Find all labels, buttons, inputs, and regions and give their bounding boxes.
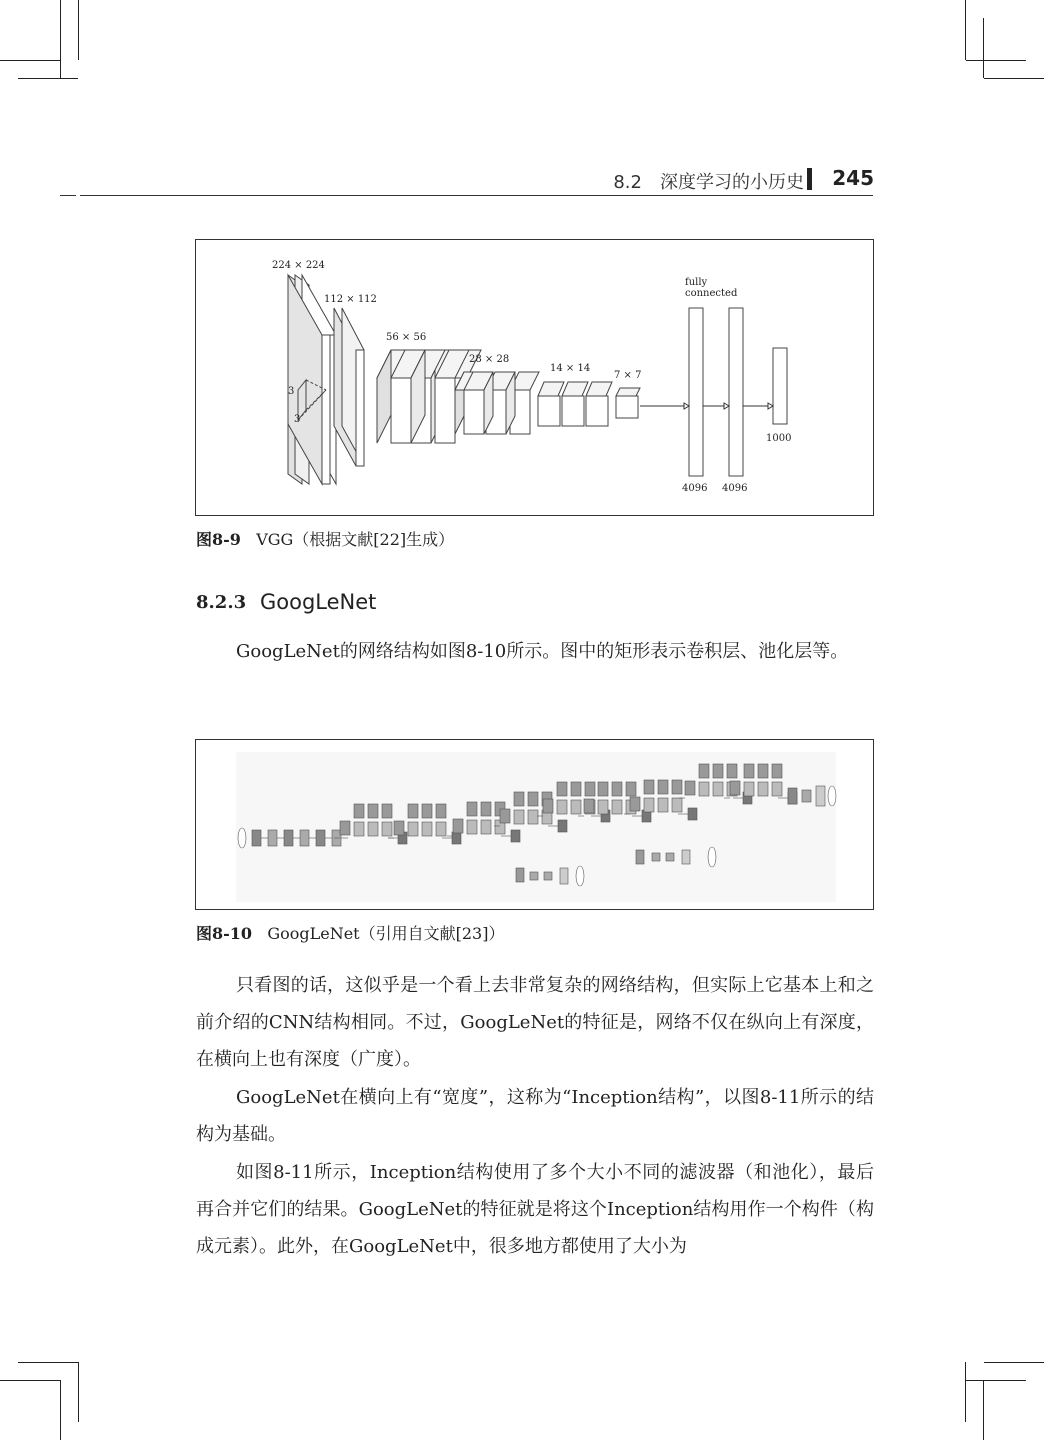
gnet-inception-branch bbox=[584, 799, 594, 813]
gnet-concat bbox=[452, 832, 461, 844]
gnet-inception-branch bbox=[672, 780, 682, 794]
gnet-aux-1-layer bbox=[530, 872, 538, 880]
vgg-block-224-edge bbox=[322, 335, 330, 484]
label-56: 56 × 56 bbox=[386, 332, 427, 343]
caption-vgg-number: 图8-9 bbox=[196, 530, 241, 549]
gnet-inception-branch bbox=[758, 764, 768, 778]
running-header-section: 8.2 深度学习的小历史 bbox=[613, 172, 804, 193]
gnet-inception-branch bbox=[528, 792, 538, 806]
label-kernel-b: 3 bbox=[294, 414, 301, 425]
gnet-inception-branch bbox=[571, 800, 581, 814]
gnet-inception-branch bbox=[436, 822, 446, 836]
gnet-output bbox=[828, 786, 836, 806]
label-7: 7 × 7 bbox=[614, 370, 642, 381]
vgg-fc-2 bbox=[729, 308, 743, 476]
gnet-inception-branch bbox=[612, 782, 622, 796]
paragraph-3: GoogLeNet在横向上有“宽度”，这称为“Inception结构”，以图8-11所示的结构为基础。 bbox=[196, 1087, 874, 1145]
header-rule-left bbox=[60, 195, 76, 196]
crop-mark-br-v bbox=[965, 1362, 966, 1422]
gnet-aux-1-layer bbox=[560, 868, 568, 884]
crop-mark-bl-h bbox=[0, 1380, 60, 1381]
label-224: 224 × 224 bbox=[272, 260, 325, 271]
gnet-inception-branch bbox=[672, 798, 682, 812]
crop-mark-tr-v2 bbox=[983, 18, 984, 78]
gnet-inception-branch bbox=[772, 764, 782, 778]
crop-mark-br-h bbox=[966, 1380, 1026, 1381]
gnet-inception-branch bbox=[408, 804, 418, 818]
vgg-block-14-1 bbox=[538, 396, 560, 426]
gnet-stem-layer bbox=[252, 830, 261, 846]
label-112: 112 × 112 bbox=[324, 294, 377, 305]
gnet-inception-branch bbox=[772, 782, 782, 796]
gnet-inception-branch bbox=[557, 782, 567, 796]
gnet-inception-branch bbox=[394, 821, 404, 835]
label-fc-line2: connected bbox=[685, 288, 738, 299]
label-28: 28 × 28 bbox=[469, 354, 510, 365]
gnet-aux-2-layer bbox=[652, 853, 660, 861]
gnet-inception-branch bbox=[644, 798, 654, 812]
gnet-inception-branch bbox=[500, 809, 510, 823]
gnet-inception-branch bbox=[585, 782, 595, 796]
gnet-aux-1-layer bbox=[516, 868, 524, 882]
gnet-concat bbox=[558, 820, 567, 832]
paragraph-2: 只看图的话，这似乎是一个看上去非常复杂的网络结构，但实际上它基本上和之前介绍的CNN结构相同。不过，GoogLeNet的特征是，网络不仅在纵向上有深度，在横向上也有深度（广度）。 bbox=[196, 975, 874, 1070]
gnet-softmax bbox=[816, 786, 825, 806]
vgg-block-28-1 bbox=[464, 390, 484, 434]
vgg-block-56-1 bbox=[391, 378, 411, 443]
label-out: 1000 bbox=[766, 433, 792, 444]
label-fc-line1: fully bbox=[685, 277, 708, 288]
gnet-inception-branch bbox=[382, 822, 392, 836]
vgg-block-56-side bbox=[377, 350, 391, 443]
crop-mark-bl-v bbox=[60, 1380, 61, 1440]
gnet-inception-branch bbox=[368, 804, 378, 818]
gnet-fc bbox=[802, 790, 811, 802]
gnet-inception-branch bbox=[744, 782, 754, 796]
vgg-block-14-3 bbox=[586, 396, 608, 426]
header-rule bbox=[80, 195, 873, 196]
gnet-inception-branch bbox=[528, 810, 538, 824]
gnet-inception-branch bbox=[626, 782, 636, 796]
gnet-stem-layer bbox=[316, 830, 325, 846]
gnet-inception-branch bbox=[514, 810, 524, 824]
crop-mark-bl-v2 bbox=[78, 1362, 79, 1422]
crop-mark-br-h2 bbox=[984, 1362, 1044, 1363]
crop-mark-tl-h bbox=[0, 60, 60, 61]
gnet-inception-branch bbox=[699, 764, 709, 778]
vgg-block-56-3 bbox=[435, 378, 455, 443]
section-title: GoogLeNet bbox=[260, 590, 377, 614]
gnet-inception-branch bbox=[422, 822, 432, 836]
caption-vgg-text: VGG（根据文献[22]生成） bbox=[256, 530, 455, 549]
gnet-stem-layer bbox=[300, 830, 309, 846]
figure-googlenet bbox=[195, 739, 874, 910]
gnet-inception-branch bbox=[571, 782, 581, 796]
header-bar bbox=[807, 168, 812, 190]
gnet-aux-2-layer bbox=[682, 850, 690, 864]
page-number: 245 bbox=[832, 166, 874, 190]
gnet-inception-branch bbox=[340, 821, 350, 835]
gnet-stem-layer bbox=[268, 830, 277, 846]
crop-mark-bl-h2 bbox=[18, 1362, 78, 1363]
vgg-diagram bbox=[196, 240, 873, 515]
gnet-inception-branch bbox=[354, 822, 364, 836]
gnet-inception-branch bbox=[368, 822, 378, 836]
gnet-inception-branch bbox=[744, 764, 754, 778]
gnet-inception-branch bbox=[354, 804, 364, 818]
vgg-block-14-2 bbox=[562, 396, 584, 426]
gnet-aux-2-output bbox=[708, 847, 716, 867]
gnet-aux-1-output bbox=[576, 866, 584, 886]
caption-googlenet-number: 图8-10 bbox=[196, 924, 253, 943]
gnet-concat bbox=[688, 808, 697, 820]
gnet-inception-branch bbox=[598, 782, 608, 796]
gnet-inception-branch bbox=[467, 820, 477, 834]
crop-mark-tl-h2 bbox=[18, 78, 78, 79]
gnet-inception-branch bbox=[557, 800, 567, 814]
gnet-inception-branch bbox=[699, 782, 709, 796]
gnet-inception-branch bbox=[436, 804, 446, 818]
label-kernel-a: 3 bbox=[288, 386, 295, 397]
gnet-inception-branch bbox=[543, 799, 553, 813]
gnet-inception-branch bbox=[481, 802, 491, 816]
gnet-inception-branch bbox=[713, 782, 723, 796]
vgg-fc-out bbox=[773, 348, 787, 424]
label-14: 14 × 14 bbox=[550, 363, 591, 374]
gnet-inception-branch bbox=[658, 798, 668, 812]
gnet-inception-branch bbox=[467, 802, 477, 816]
gnet-aux-2-layer bbox=[636, 850, 644, 864]
caption-googlenet-text: GoogLeNet（引用自文献[23]） bbox=[267, 924, 505, 943]
paragraph-4: 如图8-11所示，Inception结构使用了多个大小不同的滤波器（和池化），最后再合并它们的结果。GoogLeNet的特征就是将这个Inception结构用作一个构件（构成元素）。此外，在GoogLeNet中，很多地方都使用了大小为 bbox=[196, 1162, 874, 1257]
gnet-inception-branch bbox=[382, 804, 392, 818]
gnet-stem-layer bbox=[284, 830, 293, 846]
gnet-inception-branch bbox=[481, 820, 491, 834]
caption-figure-googlenet bbox=[196, 921, 504, 944]
gnet-inception-branch bbox=[453, 819, 463, 833]
caption-figure-vgg bbox=[196, 527, 454, 550]
gnet-inception-branch bbox=[658, 780, 668, 794]
crop-mark-tr-h2 bbox=[984, 78, 1044, 79]
gnet-input bbox=[238, 828, 246, 848]
section-number: 8.2.3 bbox=[196, 592, 247, 613]
gnet-inception-branch bbox=[408, 822, 418, 836]
crop-mark-tr-h bbox=[966, 60, 1026, 61]
paragraph-1: GoogLeNet的网络结构如图8-10所示。图中的矩形表示卷积层、池化层等。 bbox=[236, 641, 849, 662]
gnet-inception-branch bbox=[422, 804, 432, 818]
crop-mark-tr-v bbox=[965, 0, 966, 60]
gnet-aux-1-layer bbox=[544, 872, 552, 880]
crop-mark-br-v2 bbox=[983, 1380, 984, 1440]
gnet-concat bbox=[511, 830, 520, 842]
crop-mark-tl-v2 bbox=[78, 0, 79, 60]
label-fc2: 4096 bbox=[722, 483, 748, 494]
figure-vgg bbox=[195, 239, 874, 516]
gnet-inception-branch bbox=[612, 800, 622, 814]
googlenet-diagram bbox=[196, 740, 873, 909]
vgg-block-7 bbox=[616, 396, 638, 418]
gnet-inception-branch bbox=[730, 781, 740, 795]
crop-mark-tl-v bbox=[60, 0, 61, 78]
gnet-inception-branch bbox=[727, 764, 737, 778]
gnet-inception-branch bbox=[758, 782, 768, 796]
gnet-inception-branch bbox=[644, 780, 654, 794]
gnet-pool bbox=[788, 788, 797, 804]
label-fc1: 4096 bbox=[682, 483, 708, 494]
gnet-inception-branch bbox=[630, 797, 640, 811]
vgg-fc-1 bbox=[689, 308, 703, 476]
gnet-inception-branch bbox=[514, 792, 524, 806]
gnet-inception-branch bbox=[713, 764, 723, 778]
gnet-inception-branch bbox=[685, 781, 695, 795]
gnet-aux-2-layer bbox=[666, 853, 674, 861]
gnet-inception-branch bbox=[598, 800, 608, 814]
